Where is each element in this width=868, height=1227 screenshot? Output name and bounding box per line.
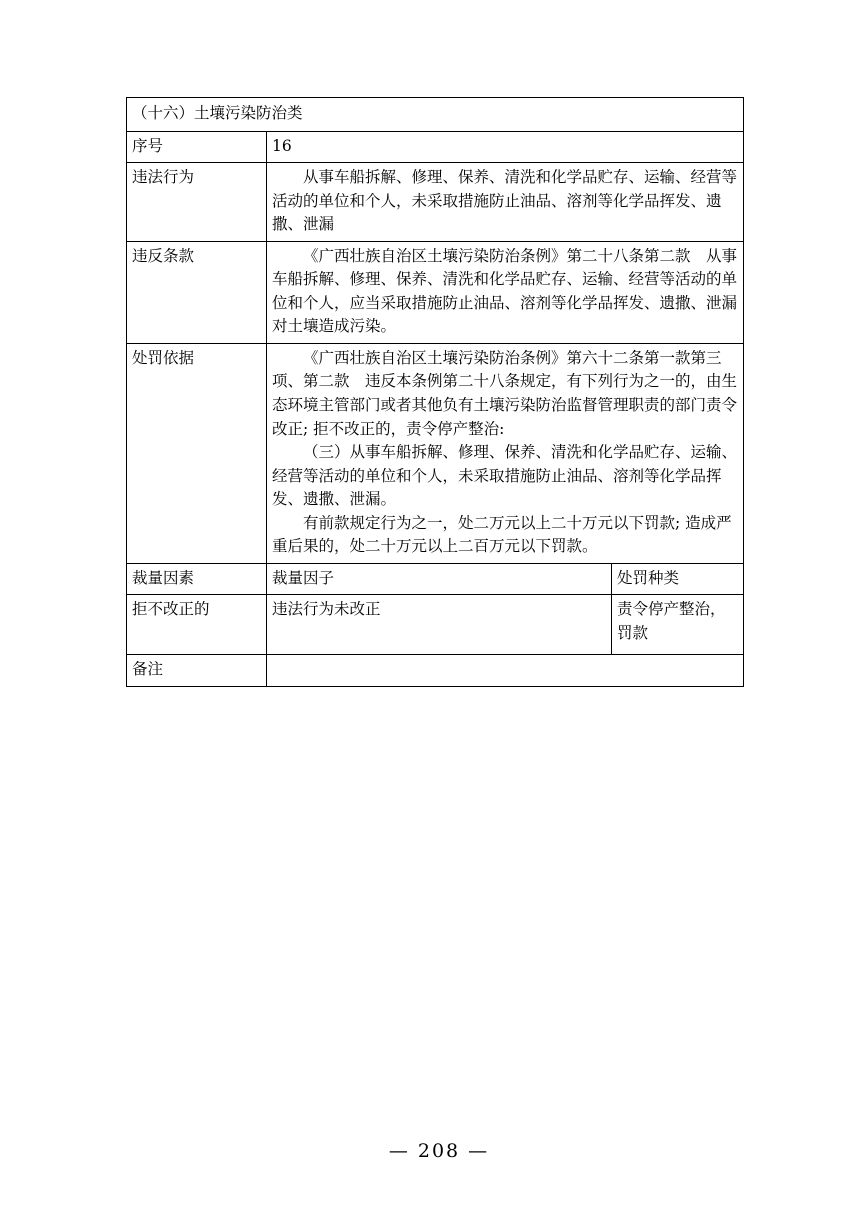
table-row-remark <box>127 655 744 687</box>
table-row-section-title <box>127 98 744 132</box>
table-row-discretion-header <box>127 563 744 595</box>
row-value-violation <box>267 163 744 242</box>
penalty-basis-paragraph-1: 《广西壮族自治区土壤污染防治条例》第六十二条第一款第三项、第二款 违反本条例第二十八条规定，有下列行为之一的，由生态环境主管部门或者其他负有土壤污染防治监督管理职责的部门责令改正; 拒不改正的，责令停产整治: <box>272 348 738 438</box>
discretion-entry-label: 拒不改正的 <box>127 595 267 655</box>
row-label-penalty-basis: 处罚依据 <box>127 343 267 563</box>
discretion-header-factor: 裁量因子 <box>267 563 612 595</box>
row-value-violated-clause <box>267 241 744 343</box>
row-value-penalty-basis <box>267 343 744 563</box>
penalty-basis-paragraph-2: （三）从事车船拆解、修理、保养、清洗和化学品贮存、运输、经营等活动的单位和个人，未采取措施防止油品、溶剂等化学品挥发、遗撒、泄漏。 <box>272 443 738 509</box>
row-label-violated-clause: 违反条款 <box>127 241 267 343</box>
page-number <box>0 1140 868 1162</box>
row-value-serial: 16 <box>267 131 744 163</box>
row-label-serial: 序号 <box>127 131 267 163</box>
row-label-violation: 违法行为 <box>127 163 267 242</box>
table-row-violation <box>127 163 744 242</box>
section-title-text: （十六）土壤污染防治类 <box>132 104 303 122</box>
discretion-header-penalty-type: 处罚种类 <box>612 563 744 595</box>
penalty-basis-paragraph-3: 有前款规定行为之一，处二万元以上二十万元以下罚款; 造成严重后果的，处二十万元以上二百万元以下罚款。 <box>272 513 732 556</box>
table-row-penalty-basis <box>127 343 744 563</box>
discretion-entry-penalty-type: 责令停产整治，罚款 <box>612 595 744 655</box>
section-title-cell <box>127 98 744 132</box>
discretion-header-label: 裁量因素 <box>127 563 267 595</box>
violated-clause-paragraph: 《广西壮族自治区土壤污染防治条例》第二十八条第二款 从事车船拆解、修理、保养、清洗和化学品贮存、运输、经营等活动的单位和个人，应当采取措施防止油品、溶剂等化学品挥发、遗撒、泄漏对土壤造成污染。 <box>272 246 738 336</box>
discretion-entry-factor: 违法行为未改正 <box>267 595 612 655</box>
remark-value <box>267 655 744 687</box>
table-row-discretion-entry <box>127 595 744 655</box>
page-number-text: — 208 — <box>388 1140 490 1162</box>
remark-label: 备注 <box>127 655 267 687</box>
table-row-serial <box>127 131 744 163</box>
regulation-table <box>126 97 744 687</box>
violation-paragraph: 从事车船拆解、修理、保养、清洗和化学品贮存、运输、经营等活动的单位和个人，未采取措施防止油品、溶剂等化学品挥发、遗撒、泄漏 <box>272 168 738 234</box>
table-row-violated-clause <box>127 241 744 343</box>
